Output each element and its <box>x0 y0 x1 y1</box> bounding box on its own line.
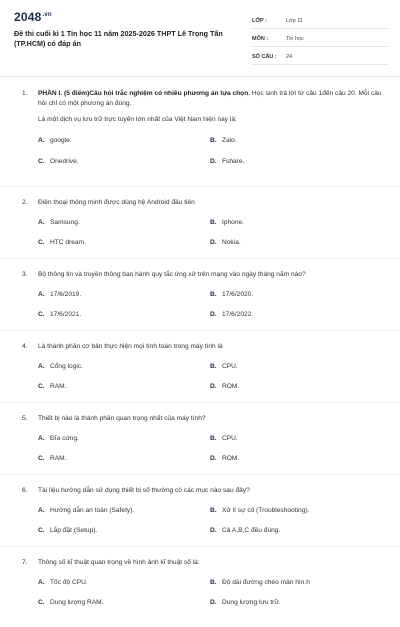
option-a[interactable] <box>38 434 210 444</box>
option-letter: C. <box>38 383 45 390</box>
option-c[interactable] <box>38 157 210 167</box>
option-a[interactable] <box>38 506 210 516</box>
option-a[interactable] <box>38 290 210 300</box>
option-letter: A. <box>38 363 45 370</box>
option-a[interactable] <box>38 362 210 372</box>
option-text: Fshare. <box>222 158 245 165</box>
option-letter: A. <box>38 579 45 586</box>
meta-value: 24 <box>286 54 293 60</box>
option-c[interactable] <box>38 454 210 464</box>
option-d[interactable] <box>210 238 382 248</box>
meta-label: LỚP : <box>252 18 267 24</box>
option-letter: C. <box>38 311 45 318</box>
question-3 <box>0 259 400 331</box>
option-letter: A. <box>38 137 45 144</box>
option-c[interactable] <box>38 598 210 608</box>
option-letter: D. <box>210 383 217 390</box>
option-text: 17/6/2020. <box>222 291 254 298</box>
section-instructions: Học sinh trả lời từ câu 1đến câu 20. Mỗi câu hỏi chỉ có một phương án đúng. <box>38 90 382 107</box>
option-text: 17/6/2022. <box>222 311 254 318</box>
option-text: Dung lượng lưu trữ. <box>222 599 281 606</box>
option-text: Tốc độ CPU. <box>50 579 88 586</box>
option-text: ROM. <box>222 455 240 462</box>
option-d[interactable] <box>210 157 382 167</box>
question-stem: Tài liệu hướng dẫn sử dụng thiết bị số thường có các mục nào sau đây? <box>38 487 250 494</box>
option-letter: C. <box>38 239 45 246</box>
question-7 <box>0 547 400 627</box>
option-b[interactable] <box>210 218 382 228</box>
question-number: 4. <box>22 343 28 350</box>
option-letter: A. <box>38 291 45 298</box>
option-b[interactable] <box>210 136 382 146</box>
options <box>38 506 386 536</box>
option-letter: C. <box>38 455 45 462</box>
question-2 <box>0 187 400 259</box>
meta-label: SỐ CÂU : <box>252 54 277 60</box>
option-text: Zalo. <box>222 137 237 144</box>
option-d[interactable] <box>210 526 382 536</box>
document-title: Đề thi cuối kì 1 Tin học 11 năm 2025-2026 THPT Lê Trọng Tấn (TP.HCM) có đáp án <box>14 29 223 48</box>
option-text: CPU. <box>222 363 238 370</box>
option-c[interactable] <box>38 310 210 320</box>
option-text: Cổng logic. <box>50 363 83 370</box>
option-letter: A. <box>38 507 45 514</box>
option-letter: B. <box>210 363 217 370</box>
meta-row-subject <box>252 32 388 47</box>
logo-suffix: .vn <box>42 12 52 18</box>
question-4 <box>0 331 400 403</box>
question-number: 1. <box>22 90 28 97</box>
question-number: 7. <box>22 559 28 566</box>
option-text: RAM. <box>50 455 67 462</box>
option-text: Độ dài đường chéo màn hìn.h <box>222 579 310 586</box>
option-b[interactable] <box>210 290 382 300</box>
option-letter: B. <box>210 579 217 586</box>
option-text: ROM. <box>222 383 240 390</box>
option-letter: A. <box>38 435 45 442</box>
option-letter: D. <box>210 455 217 462</box>
option-text: Samsung. <box>50 219 80 226</box>
logo-text: 2048 <box>14 10 42 24</box>
options <box>38 290 386 320</box>
document-header <box>0 0 400 77</box>
option-letter: C. <box>38 599 45 606</box>
option-d[interactable] <box>210 598 382 608</box>
question-5 <box>0 403 400 475</box>
meta-value: Lớp 11 <box>286 18 303 24</box>
meta-label: MÔN : <box>252 36 269 42</box>
option-text: CPU. <box>222 435 238 442</box>
meta-row-count <box>252 50 388 65</box>
option-letter: D. <box>210 599 217 606</box>
option-text: Iphone. <box>222 219 244 226</box>
options <box>38 434 386 464</box>
option-letter: B. <box>210 507 217 514</box>
option-text: Nokia. <box>222 239 241 246</box>
option-text: Dung lượng RAM. <box>50 599 104 606</box>
question-stem: Là thành phần cơ bản thực hiện mọi tính toán trong máy tính là <box>38 343 223 350</box>
option-text: google. <box>50 137 72 144</box>
option-text: Hướng dẫn an toàn (Safety). <box>50 507 135 514</box>
option-letter: B. <box>210 435 217 442</box>
site-logo[interactable] <box>14 10 52 24</box>
question-number: 6. <box>22 487 28 494</box>
meta-value: Tin học <box>286 36 304 42</box>
option-text: Cả A,B,C đều đúng. <box>222 527 281 534</box>
question-heading <box>22 76 386 109</box>
question-stem: Là một dịch vụ lưu trữ trực tuyến lớn nhất của Việt Nam hiện nay là: <box>38 116 237 123</box>
option-d[interactable] <box>210 454 382 464</box>
question-list <box>0 76 400 627</box>
option-c[interactable] <box>38 382 210 392</box>
option-a[interactable] <box>38 218 210 228</box>
option-text: Đĩa cứng. <box>50 435 79 442</box>
option-letter: C. <box>38 527 45 534</box>
option-a[interactable] <box>38 136 210 146</box>
options <box>38 578 386 608</box>
option-text: 17/6/2019. <box>50 291 82 298</box>
option-b[interactable] <box>210 506 382 516</box>
question-number: 5. <box>22 415 28 422</box>
option-letter: B. <box>210 137 217 144</box>
question-number: 2. <box>22 199 28 206</box>
option-b[interactable] <box>210 362 382 372</box>
option-letter: C. <box>38 158 45 165</box>
question-stem: Thiết bị nào là thành phần quan trọng nhất của máy tính? <box>38 415 206 422</box>
option-text: Lắp đặt (Setup). <box>50 527 98 534</box>
option-text: Xử lí sự cố (Troubleshooting). <box>222 507 310 514</box>
option-b[interactable] <box>210 434 382 444</box>
option-b[interactable] <box>210 578 382 588</box>
question-stem: Thông số kĩ thuật quan trọng về hình ảnh kĩ thuật số là: <box>38 559 200 566</box>
option-text: RAM. <box>50 383 67 390</box>
option-c[interactable] <box>38 526 210 536</box>
options <box>38 362 386 392</box>
option-letter: B. <box>210 219 217 226</box>
question-1 <box>0 76 400 187</box>
option-d[interactable] <box>210 382 382 392</box>
question-stem: Điện thoại thông minh được dùng hệ Android đầu tiên <box>38 199 195 206</box>
question-stem: Bộ thông tin và truyền thông ban hành quy tắc ứng xử trên mạng vào ngày tháng năm nào? <box>38 271 306 278</box>
question-number: 3. <box>22 271 28 278</box>
section-heading: PHẦN I. (5 điểm)Câu hỏi trắc nghiệm có nhiều phương án lựa chọn. <box>38 90 251 97</box>
meta-row-class <box>252 14 388 29</box>
option-text: HTC dream. <box>50 239 86 246</box>
question-6 <box>0 475 400 547</box>
option-letter: D. <box>210 311 217 318</box>
option-text: 17/6/2021. <box>50 311 82 318</box>
option-letter: B. <box>210 291 217 298</box>
option-letter: D. <box>210 527 217 534</box>
option-letter: D. <box>210 158 217 165</box>
options <box>38 218 386 248</box>
option-d[interactable] <box>210 310 382 320</box>
meta-panel <box>252 14 388 68</box>
options <box>38 136 386 167</box>
option-c[interactable] <box>38 238 210 248</box>
option-text: Onedrive. <box>50 158 79 165</box>
option-a[interactable] <box>38 578 210 588</box>
option-letter: A. <box>38 219 45 226</box>
option-letter: D. <box>210 239 217 246</box>
